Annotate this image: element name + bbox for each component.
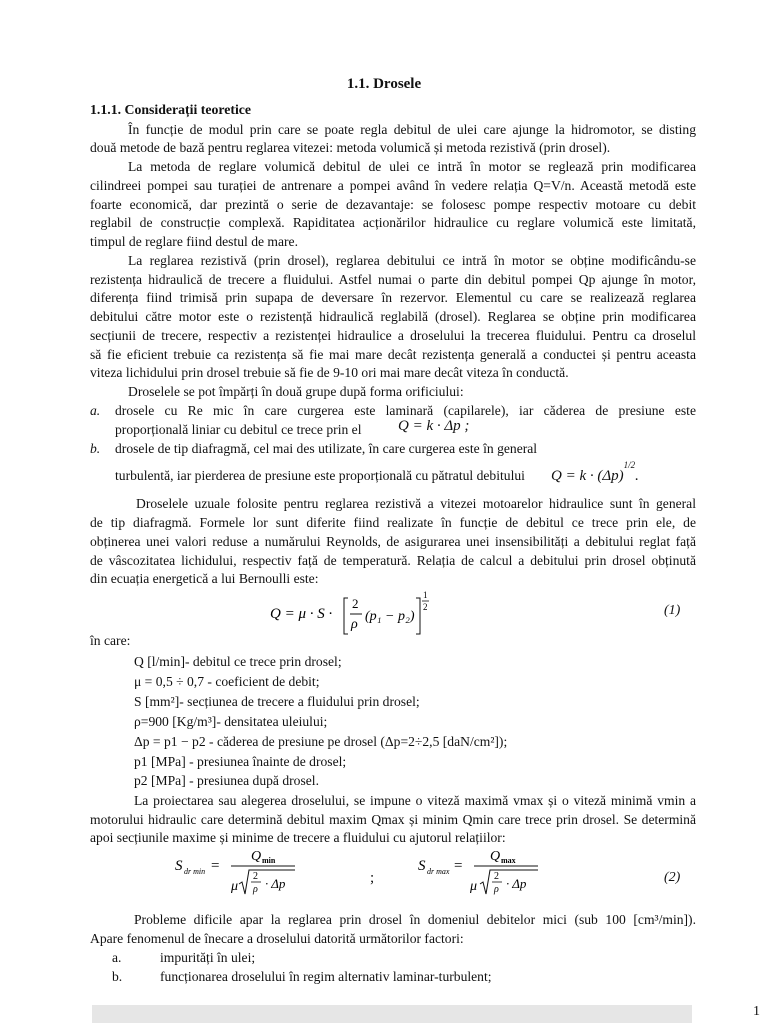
paragraph-line: Probleme dificile apar la reglarea prin drosel în domeniul debitelor mici (sub 100 [cm³/min]). [134,912,696,927]
list-item-text: funcționarea droselului în regim alternativ laminar-turbulent; [160,969,492,984]
list-item-text: drosele de tip diafragmă, cel mai des utilizate, în care curgerea este în general [115,441,538,456]
paragraph-line: rezistența hidraulică de trecere a fluidului. Astfel numai o parte din debitul pompei Qp ajunge în motor, [90,272,696,287]
svg-text:S: S [175,858,183,874]
svg-text:=: = [454,858,463,874]
paragraph-line: În funcție de modul prin care se poate regla debitul de ulei care ajunge la hidromotor, se disting [128,122,696,137]
list-item-text: proporțională liniar cu debitul ce trece prin el [115,422,362,437]
paragraph-line: timpul de reglare fiind destul de mare. [90,234,298,249]
list-marker: a. [112,950,122,965]
svg-text:S: S [418,858,426,874]
list-marker: b. [112,969,123,984]
svg-text:2: 2 [352,596,359,611]
paragraph-line: obținerea unei valori reduse a numărului Reynolds, de asigurarea unei insensibilități a debitului reglat față [90,534,696,549]
paragraph-line: La reglarea rezistivă (prin drosel), reglarea debitului ce intră în motor se obține modificându-se [128,253,696,268]
formula-dp-linear: Q = k · Δp ; [398,418,470,434]
svg-text:ρ: ρ [494,884,499,895]
definition-line: p2 [MPa] - presiunea după drosel. [134,773,319,788]
list-marker: b. [90,441,101,456]
svg-text:Q = μ · S ·: Q = μ · S · [270,606,333,622]
paragraph-line: debitului către motor este o rezistență hidraulică reglabilă (drosel). Reglarea se obține prin modificarea [90,309,696,324]
list-item-text: impurități în ulei; [160,950,256,965]
paragraph-line: viteza lichidului prin drosel trebuie să fie de 9-10 ori mai mare decât viteza în conductă. [90,365,569,380]
svg-text:2: 2 [494,871,499,882]
page-number: 1 [753,1004,760,1019]
paragraph-line: două metode de bază pentru reglarea vitezei: metoda volumică și metoda rezistivă (prin drosel). [90,140,611,155]
paragraph-line: Droselele se pot împărți în două grupe după forma orificiului: [128,384,464,399]
paragraph-line: să fie eficient trebuie ca rezistența să fie mai mare decât rezistența generală a conductei și pentru aceasta [90,347,696,362]
formula-dp-sqrt: $Q = k \cdot (\Delta p)^{1/2}$. [551,460,639,484]
paragraph-line: diferența fiind trimisă prin supapa de deversare în rezervor. Elementul cu care se realizează reglarea [90,290,696,305]
svg-text:(p₁ − p₂): (p₁ − p₂) [365,609,415,624]
svg-text:ρ: ρ [253,884,258,895]
paragraph-line: La proiectarea sau alegerea droselului, se impune o viteză maximă vmax și o viteză minimă vmin a [134,793,696,808]
section-heading: 1.1.1. Considerații teoretice [90,102,252,117]
svg-text:max: max [501,856,516,865]
equation-2-max [418,846,548,900]
list-item-text: drosele cu Re mic în care curgerea este laminară (capilarele), iar căderea de presiune este [115,403,696,418]
footer-bar [92,1005,692,1023]
paragraph-line: reglabil de construcție complexă. Rapiditatea acționărilor hidraulice cu reglare volumică este limitată, [90,215,696,230]
paragraph-line: foarte economică, dar prezintă o serie de dezavantaje: se folosesc pompe respectiv motoare cu debit [90,197,696,212]
svg-text:2: 2 [423,602,428,612]
equation-2-min [175,846,305,900]
definition-line: p1 [MPa] - presiunea înainte de drosel; [134,754,347,769]
equation-number: (1) [664,603,681,618]
svg-text:μ: μ [470,879,478,894]
paragraph-line: Apare fenomenul de înecare a droselului datorită următorilor factori: [90,931,464,946]
definition-line: μ = 0,5 ÷ 0,7 - coeficient de debit; [134,674,320,689]
svg-text:dr max: dr max [427,867,450,876]
svg-text:1: 1 [423,590,428,600]
svg-text:2: 2 [253,871,258,882]
definition-line: Q [l/min]- debitul ce trece prin drosel; [134,654,342,669]
svg-text:Q: Q [490,849,501,864]
svg-text:ρ: ρ [351,617,358,632]
paragraph-line: din ecuația energetică a lui Bernoulli este: [90,571,319,586]
paragraph-line: în care: [90,633,131,648]
list-marker: a. [90,403,101,418]
svg-text:min: min [262,856,276,865]
paragraph-line: de tip diafragmă. Formele lor sunt diferite fiind realizate în funcție de debitul ce trece prin ele, de [90,515,696,530]
svg-text:Q: Q [251,849,262,864]
definition-line: S [mm²]- secțiunea de trecere a fluidului prin drosel; [134,694,420,709]
equation-separator: ; [370,870,375,886]
paragraph-line: Droselele uzuale folosite pentru reglarea rezistivă a vitezei motoarelor hidraulice sunt în general [136,496,696,511]
paragraph-line: La metoda de reglare volumică debitul de ulei ce intră în motor se reglează prin modificarea [128,159,696,174]
paragraph-line: apoi secțiunile maxime și minime de trecere a fluidului cu ajutorul relațiilor: [90,830,506,845]
paragraph-line: motorului hidraulic care determină debitul maxim Qmax și minim Qmin care trece prin drosel. Se determină [90,812,696,827]
svg-text:=: = [211,858,220,874]
svg-text:dr min: dr min [184,867,206,876]
equation-number: (2) [664,870,681,885]
definition-line: Δp = p1 − p2 - căderea de presiune pe drosel (Δp=2÷2,5 [daN/cm²]); [134,734,508,749]
definition-line: ρ=900 [Kg/m³]- densitatea uleiului; [134,714,328,729]
svg-text:μ: μ [231,879,239,894]
list-item-text: turbulentă, iar pierderea de presiune este proporțională cu pătratul debitului [115,468,525,483]
svg-text:· Δp: · Δp [506,876,527,891]
paragraph-line: secțiunii de trecere, respectiv a rezistenței hidraulice a droselului la trecerea fluidului. Pentru ca droselul [90,328,696,343]
paragraph-line: cilindreei pompei sau turației de antrenare a pompei având în vedere relația Q=V/n. Această metodă este [90,178,696,193]
svg-text:· Δp: · Δp [265,876,286,891]
chapter-title: 1.1. Drosele [346,76,422,92]
paragraph-line: de vâscozitatea lichidului, respectiv față de temperatură. Relația de calcul a debitului prin drosel obținută [90,553,696,568]
